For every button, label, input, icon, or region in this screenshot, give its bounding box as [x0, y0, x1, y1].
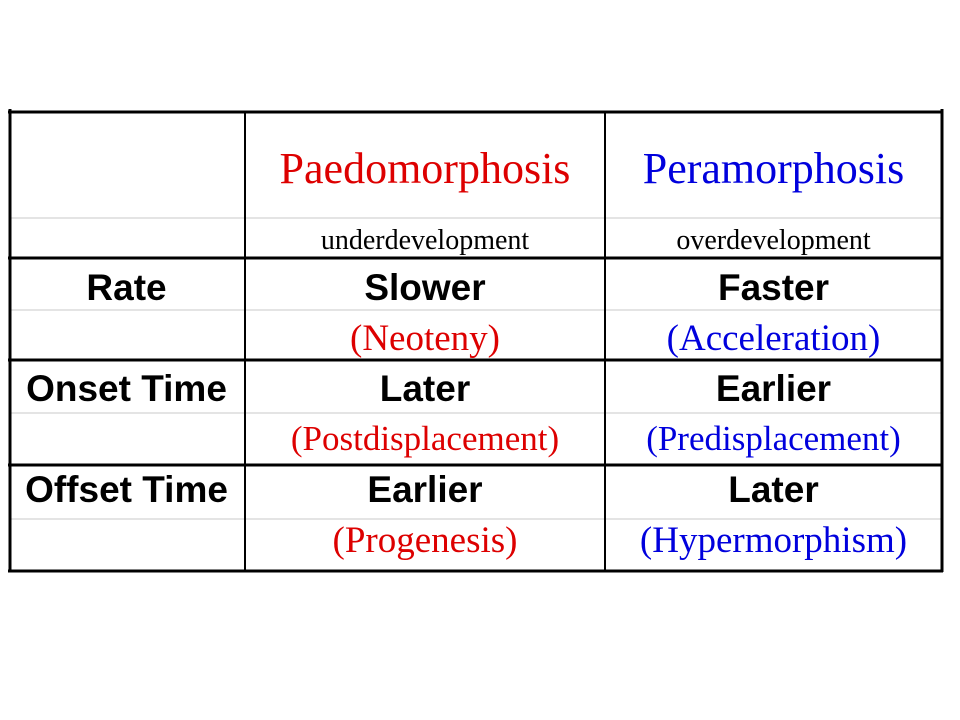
- onset-row: [8, 362, 942, 415]
- onset-pera-value: Earlier: [715, 367, 832, 409]
- morphosis-table: [8, 109, 942, 564]
- offset-label: Offset Time: [25, 468, 228, 510]
- onset-pera-term: (Predisplacement): [646, 419, 901, 458]
- offset-pera-term: (Hypermorphism): [639, 519, 908, 561]
- subheader-row: [8, 221, 942, 261]
- paedomorphosis-heading: Paedomorphosis: [279, 143, 571, 193]
- rate-row: [8, 261, 942, 314]
- rate-pera-value: Faster: [717, 266, 830, 308]
- onset-alt-row: [8, 415, 942, 463]
- offset-alt-empty: [8, 516, 245, 564]
- onset-alt-empty: [8, 415, 245, 463]
- onset-paedo-term: (Postdisplacement): [290, 419, 560, 458]
- rate-pera-term: (Acceleration): [666, 317, 881, 359]
- rate-alt-empty: [8, 314, 245, 362]
- corner-cell: [8, 109, 245, 221]
- offset-paedo-term: (Progenesis): [332, 519, 518, 561]
- onset-paedo-value: Later: [379, 367, 471, 409]
- overdevelopment-label: overdevelopment: [676, 225, 871, 256]
- offset-paedo-value: Earlier: [367, 468, 483, 510]
- rate-label: Rate: [86, 266, 167, 308]
- header-row: [8, 109, 942, 221]
- offset-alt-row: [8, 516, 942, 564]
- corner-sub-cell: [8, 221, 245, 261]
- rate-paedo-term: (Neoteny): [350, 317, 500, 359]
- offset-pera-value: Later: [728, 468, 819, 510]
- onset-label: Onset Time: [26, 367, 227, 409]
- offset-row: [8, 463, 942, 516]
- rate-alt-row: [8, 314, 942, 362]
- peramorphosis-heading: Peramorphosis: [642, 143, 905, 193]
- rate-paedo-value: Slower: [364, 266, 486, 308]
- underdevelopment-label: underdevelopment: [320, 225, 530, 256]
